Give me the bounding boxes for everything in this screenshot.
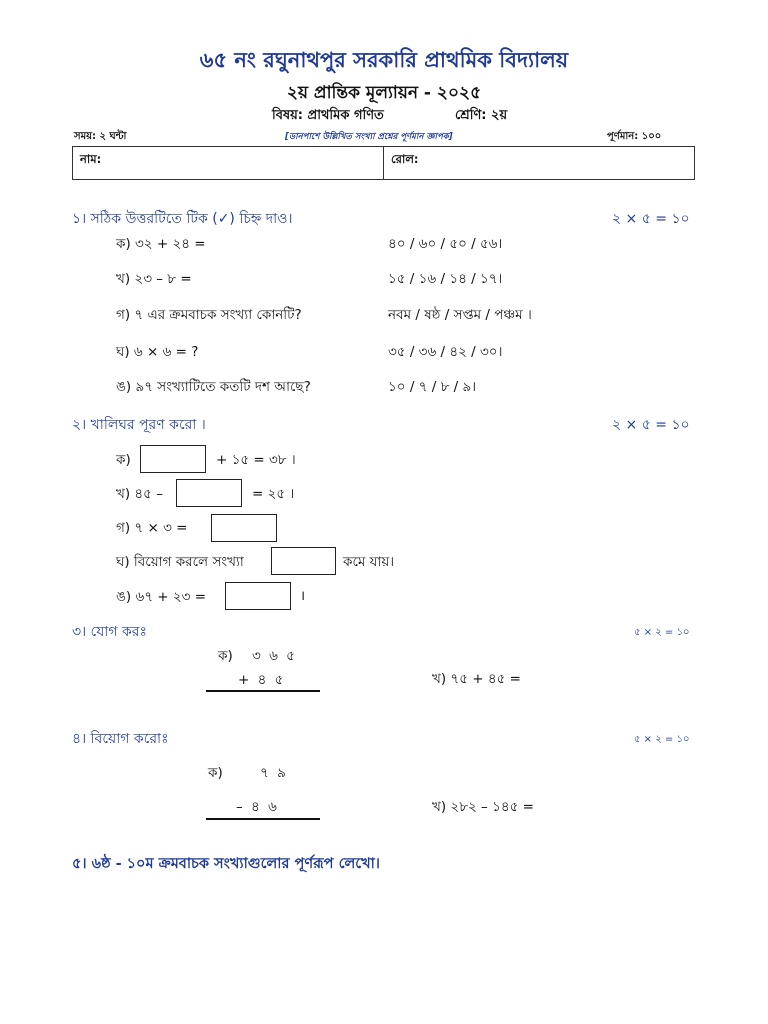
q1-title: ১। সঠিক উত্তরটিতে টিক (✓) চিহ্ন দাও। [72,211,293,227]
q4-a-bottom-number: – ৪ ৬ [236,799,279,815]
q4-a-top-number: ৭ ৯ [260,765,288,781]
q1-options-d: ৩৫ / ৩৬ / ৪২ / ৩০। [388,344,503,360]
full-marks-label: পূর্ণমান: ১০০ [607,131,662,142]
q2-d-answer-box[interactable] [271,547,336,575]
q1-item-b: খ) ২৩ – ৮ = [116,271,192,287]
q3-title: ৩। যোগ করঃ [72,624,147,640]
name-field-label: নাম: [80,152,102,166]
q2-e-answer-box[interactable] [225,582,291,610]
q2-e-prefix: ঙ) ৬৭ + ২৩ = [116,589,207,605]
q2-d-suffix: কমে যায়। [343,554,395,570]
exam-title: ২য় প্রান্তিক মূল্যায়ন - ২০২৫ [286,83,482,103]
q4-item-b: খ) ২৮২ – ১৪৫ = [432,799,534,815]
q1-marks: ২ × ৫ = ১০ [612,211,690,227]
q4-marks: ৫ × ২ = ১০ [634,734,690,745]
q4-title: ৪। বিয়োগ করোঃ [72,731,169,747]
q2-d-prefix: ঘ) বিয়োগ করলে সংখ্যা [116,554,244,570]
q4-a-label: ক) [208,765,223,781]
q1-options-a: ৪০ / ৬০ / ৫০ / ৫৬। [388,236,503,252]
q1-options-b: ১৫ / ১৬ / ১৪ / ১৭। [388,271,503,287]
q2-b-suffix: = ২৫ । [252,486,295,502]
q3-a-sum-line [206,690,320,692]
q2-c-answer-box[interactable] [211,514,277,542]
q4-a-result-line [206,818,320,820]
q2-e-suffix: । [300,588,306,604]
q1-item-a: ক) ৩২ + ২৪ = [116,236,206,252]
q3-marks: ৫ × ২ = ১০ [634,627,690,638]
q1-item-c: গ) ৭ এর ক্রমবাচক সংখ্যা কোনটি? [116,307,302,323]
q2-b-answer-box[interactable] [176,479,242,507]
q2-b-prefix: খ) ৪৫ – [116,486,163,502]
q3-a-label: ক) [218,648,233,664]
q1-options-c: নবম / ষষ্ঠ / সপ্তম / পঞ্চম । [388,307,532,323]
q2-a-answer-box[interactable] [140,445,206,473]
q2-a-prefix: ক) [116,452,131,468]
q5-title: ৫। ৬ষ্ঠ - ১০ম ক্রমবাচক সংখ্যাগুলোর পূর্ণরূপ লেখো। [72,856,380,872]
q3-item-b: খ) ৭৫ + ৪৫ = [432,671,521,687]
q3-a-top-number: ৩ ৬ ৫ [252,648,297,664]
q2-a-suffix: + ১৫ = ৩৮ । [216,452,296,468]
subject-label: বিষয়: প্রাথমিক গণিত [272,108,384,123]
q1-item-d: ঘ) ৬ × ৬ = ? [116,344,199,360]
time-label: সময়: ২ ঘন্টা [74,131,127,142]
marks-note: [ডানপাশে উল্লিখিত সংখ্যা প্রশ্নের পূর্ণমান জ্ঞাপক] [285,132,453,142]
q2-c-prefix: গ) ৭ × ৩ = [116,520,188,536]
q3-a-bottom-number: + ৪ ৫ [238,672,286,688]
q2-marks: ২ × ৫ = ১০ [612,417,690,433]
q1-options-e: ১০ / ৭ / ৮ / ৯। [388,379,477,395]
q2-title: ২। খালিঘর পূরণ করো । [72,417,206,433]
q1-item-e: ঙ) ৯৭ সংখ্যাটিতে কতটি দশ আছে? [116,379,311,395]
school-name: ৬৫ নং রঘুনাথপুর সরকারি প্রাথমিক বিদ্যালয় [199,48,569,72]
student-info-divider [383,146,384,180]
roll-field-label: রোল: [391,152,419,166]
class-label: শ্রেণি: ২য় [455,108,508,123]
